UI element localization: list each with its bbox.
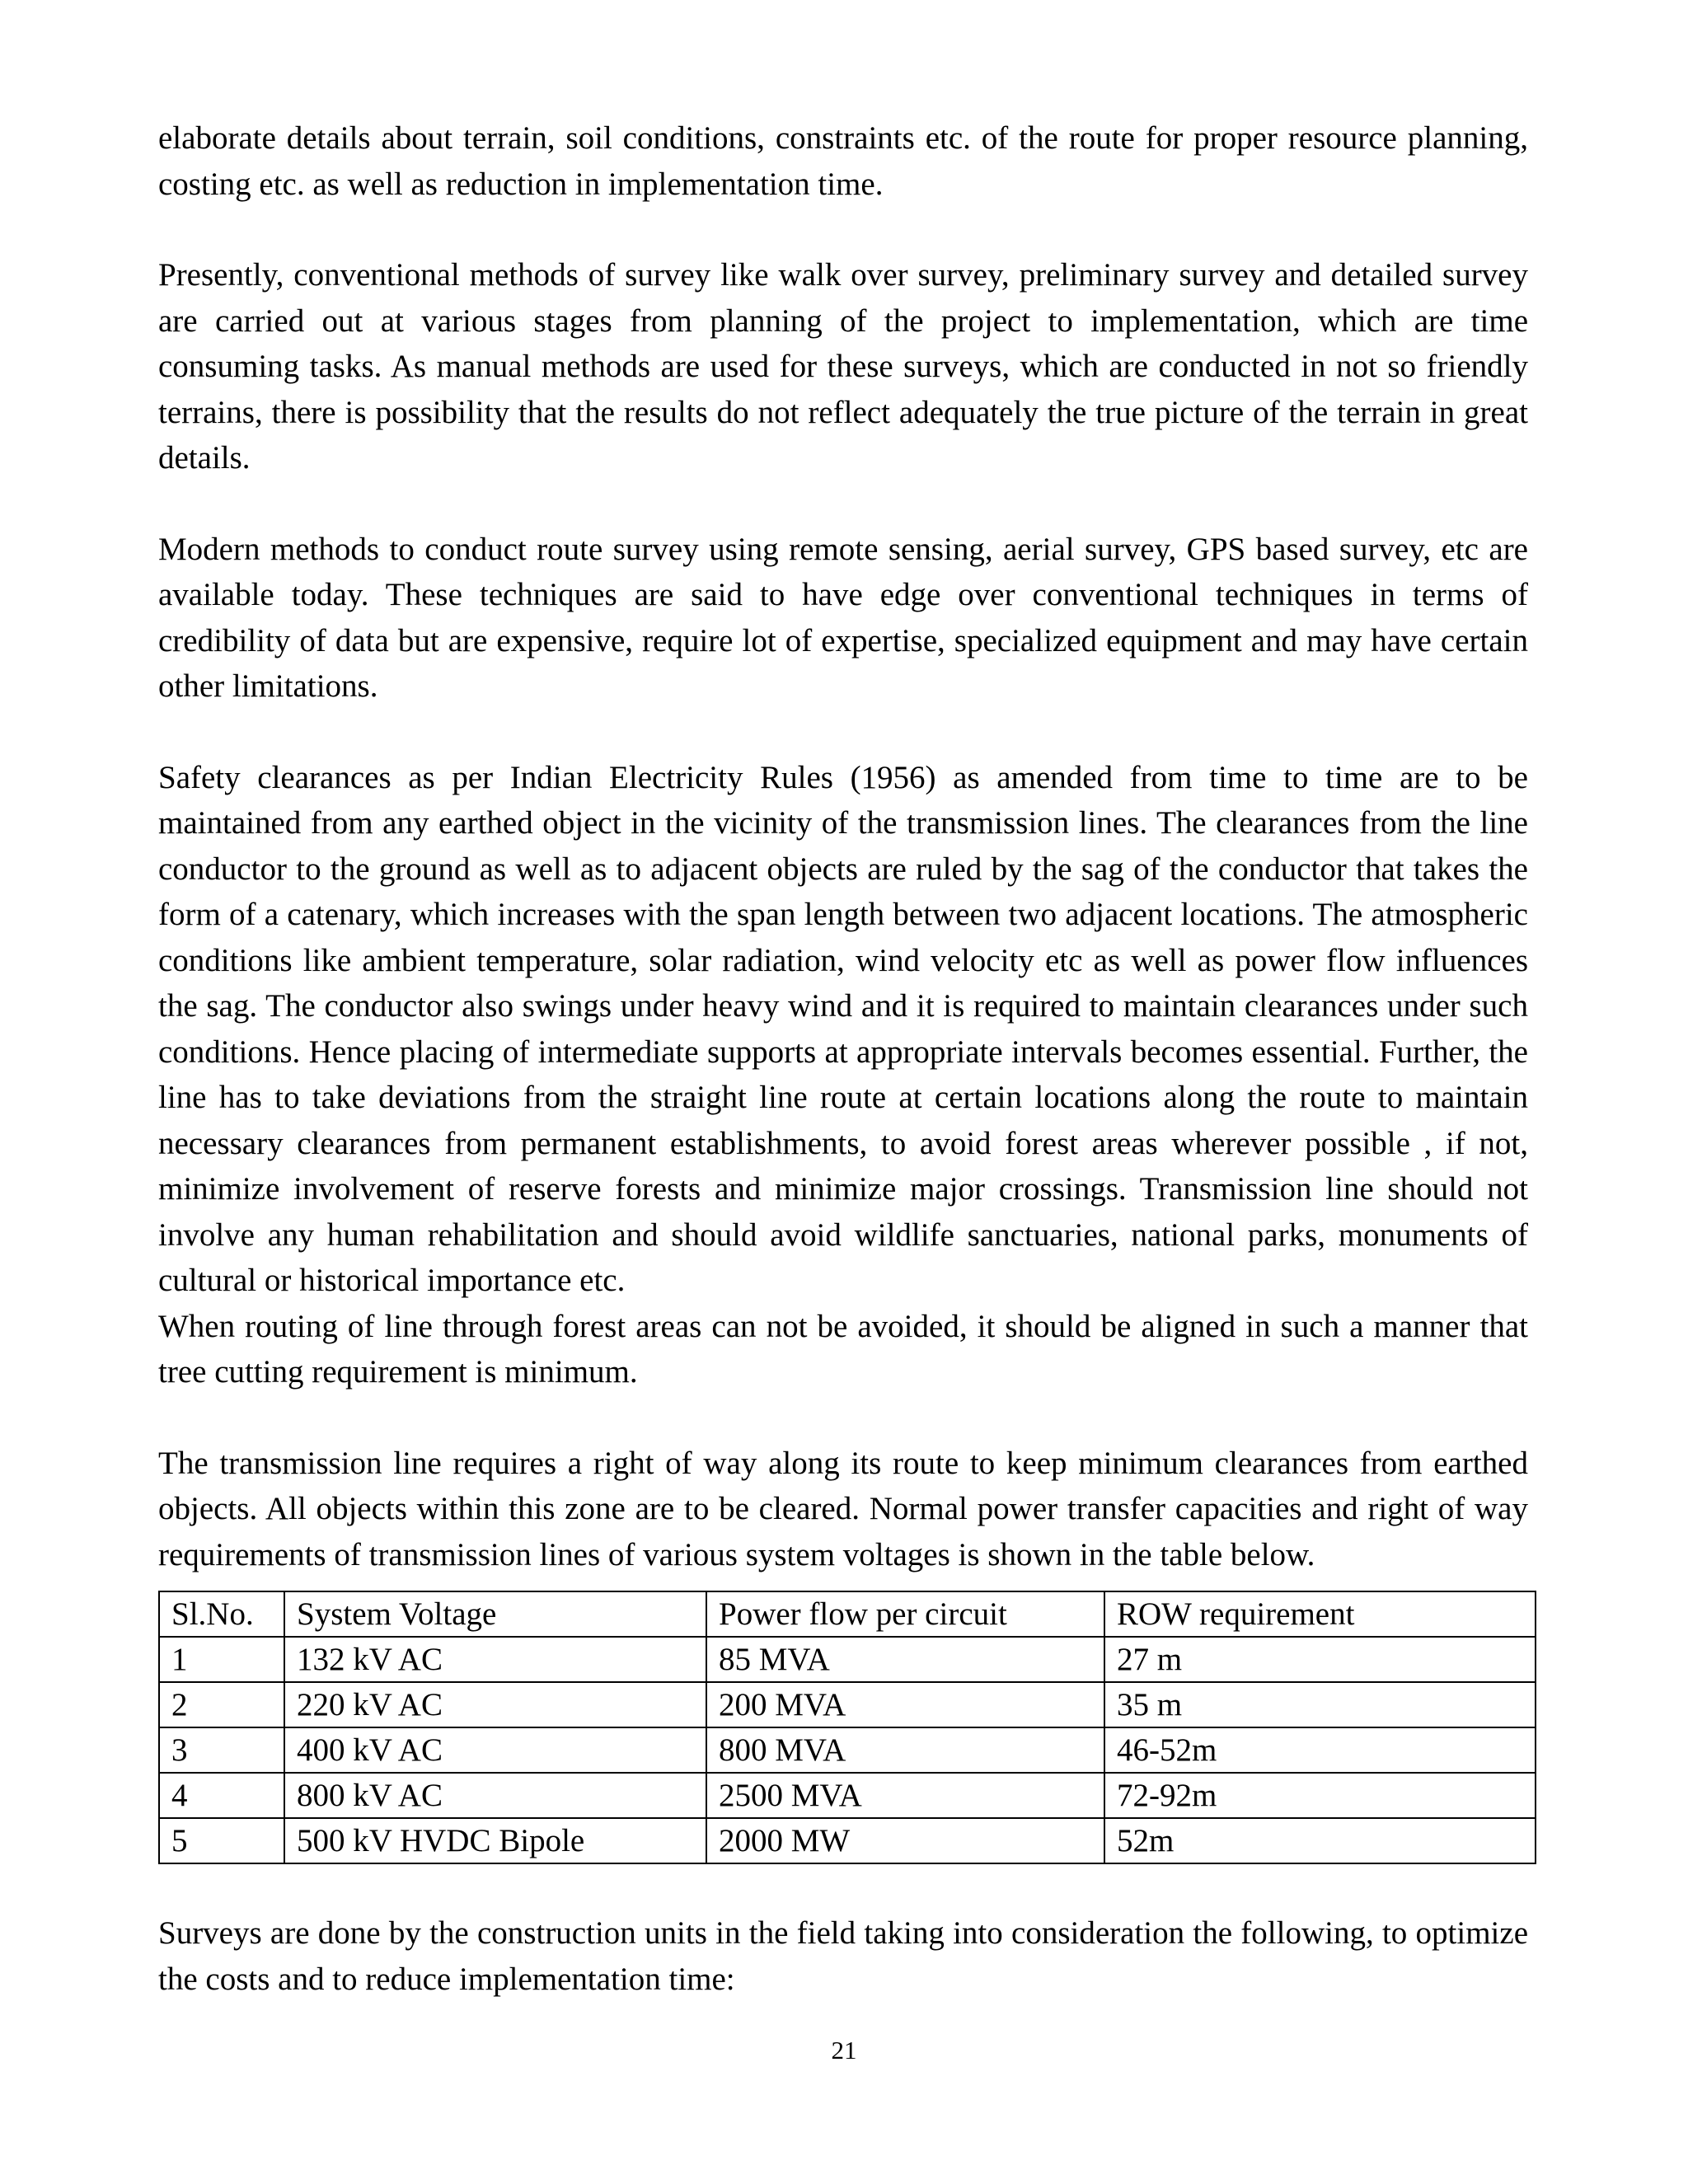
cell-system-voltage: 220 kV AC [284,1682,706,1727]
cell-row-requirement: 72-92m [1104,1773,1536,1818]
cell-row-requirement: 27 m [1104,1637,1536,1682]
page-content [158,115,1528,2002]
table-row [159,1773,1536,1818]
paragraph-forest-routing: When routing of line through forest areas can not be avoided, it should be aligned in such a manner that tree cutting requirement is minimum. [158,1308,1528,1390]
cell-power-flow: 2000 MW [706,1818,1104,1863]
cell-row-requirement: 35 m [1104,1682,1536,1727]
cell-sl-no: 1 [159,1637,284,1682]
cell-power-flow: 85 MVA [706,1637,1104,1682]
paragraph-surveys: Surveys are done by the construction units in the field taking into consideration the following, to optimize the costs and to reduce implementation time: [158,1915,1528,1997]
table-row [159,1727,1536,1773]
cell-system-voltage: 132 kV AC [284,1637,706,1682]
row-requirement-table [158,1591,1536,1864]
cell-sl-no: 3 [159,1727,284,1773]
cell-system-voltage: 800 kV AC [284,1773,706,1818]
paragraph-intro: elaborate details about terrain, soil conditions, constraints etc. of the route for proper resource planning, costing etc. as well as reduction in implementation time. [158,120,1528,202]
table-row [159,1682,1536,1727]
cell-sl-no: 2 [159,1682,284,1727]
cell-sl-no: 5 [159,1818,284,1863]
paragraph-conventional-survey: Presently, conventional methods of survey like walk over survey, preliminary survey and detailed survey are carried out at various stages from planning of the project to implementation, which are time consuming tasks. As manual methods are used for these surveys, which are conducted in not so friendly terrains, there is possibility that the results do not reflect adequately the true picture of the terrain in great details. [158,257,1528,476]
table-row [159,1818,1536,1863]
cell-sl-no: 4 [159,1773,284,1818]
header-sl-no: Sl.No. [159,1591,284,1637]
cell-power-flow: 200 MVA [706,1682,1104,1727]
cell-power-flow: 800 MVA [706,1727,1104,1773]
paragraph-right-of-way: The transmission line requires a right of way along its route to keep minimum clearances from earthed objects. All objects within this zone are to be cleared. Normal power transfer capacities and right of way requirements of transmission lines of various system voltages is shown in the table below. [158,1445,1528,1572]
paragraph-safety-clearances: Safety clearances as per Indian Electricity Rules (1956) as amended from time to time are to be maintained from any earthed object in the vicinity of the transmission lines. The clearances from the line conductor to the ground as well as to adjacent objects are ruled by the sag of the conductor that takes the form of a catenary, which increases with the span length between two adjacent locations. The atmospheric conditions like ambient temperature, solar radiation, wind velocity etc as well as power flow influences the sag. The conductor also swings under heavy wind and it is required to maintain clearances under such conditions. Hence placing of intermediate supports at appropriate intervals becomes essential. Further, the line has to take deviations from the straight line route at certain locations along the route to maintain necessary clearances from permanent establishments, to avoid forest areas wherever possible , if not, minimize involvement of reserve forests and minimize major crossings. Transmission line should not involve any human rehabilitation and should avoid wildlife sanctuaries, national parks, monuments of cultural or historical importance etc. [158,759,1528,1298]
cell-row-requirement: 46-52m [1104,1727,1536,1773]
header-row-requirement: ROW requirement [1104,1591,1536,1637]
paragraph-modern-methods: Modern methods to conduct route survey using remote sensing, aerial survey, GPS based survey, etc are available today. These techniques are said to have edge over conventional techniques in terms of credibility of data but are expensive, require lot of expertise, specialized equipment and may have certain other limitations. [158,531,1528,704]
header-power-flow: Power flow per circuit [706,1591,1104,1637]
header-system-voltage: System Voltage [284,1591,706,1637]
cell-row-requirement: 52m [1104,1818,1536,1863]
table-header-row [159,1591,1536,1637]
cell-system-voltage: 400 kV AC [284,1727,706,1773]
page-number: 21 [831,2036,857,2064]
table-row [159,1637,1536,1682]
cell-power-flow: 2500 MVA [706,1773,1104,1818]
cell-system-voltage: 500 kV HVDC Bipole [284,1818,706,1863]
